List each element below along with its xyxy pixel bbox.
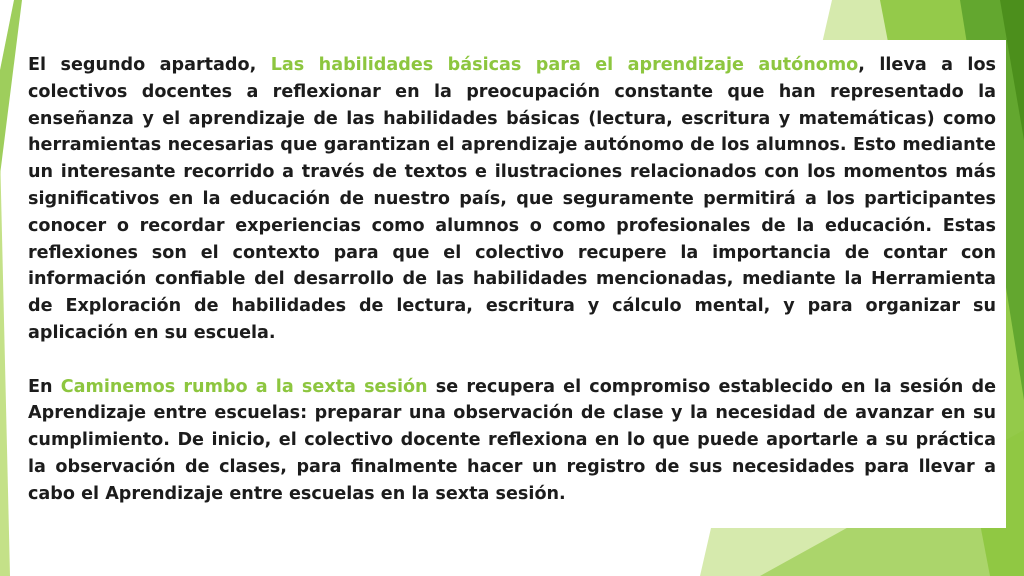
left-green-strip-lower	[0, 150, 10, 576]
paragraph-1-body: , lleva a los colectivos docentes a reflexionar en la preocupación constante que han representado la enseñanza y el aprendizaje de las habilidades básicas (lectura, escritura y matemáticas) como herramientas necesarias que garantizan el aprendizaje autónomo de los alumnos. Esto mediante un interesante recorrido a través de textos e ilustraciones relacionados con los momentos más significativos en la educación de nuestro país, que seguramente permitirá a los participantes conocer o recordar experiencias como alumnos o como profesionales de la educación. Estas reflexiones son el contexto para que el colectivo recupere la importancia de contar con información confiable del desarrollo de las habilidades mencionadas, mediante la Herramienta de Exploración de habilidades de lectura, escritura y cálculo mental, y para organizar su aplicación en su escuela.	[28, 55, 996, 343]
paragraph-caminemos	[28, 374, 996, 508]
section-title-caminemos: Caminemos rumbo a la sexta sesión	[60, 376, 428, 397]
paragraph-habilidades	[28, 52, 996, 347]
paragraph-1-lead: El segundo apartado,	[28, 55, 271, 75]
body-text	[28, 52, 996, 508]
paragraph-2-body: se recupera el compromiso establecido en la sesión de Aprendizaje entre escuelas: preparar una observación de clase y la necesidad de avanzar en su cumplimiento. De inicio, el colectivo docente reflexiona en lo que puede aportarle a su práctica la observación de clases, para finalmente hacer un registro de sus necesidades para llevar a cabo el Aprendizaje entre escuelas en la sexta sesión.	[28, 376, 997, 504]
paragraph-2-lead: En	[28, 376, 61, 397]
section-title-habilidades: Las habilidades básicas para el aprendizaje autónomo	[270, 55, 859, 75]
